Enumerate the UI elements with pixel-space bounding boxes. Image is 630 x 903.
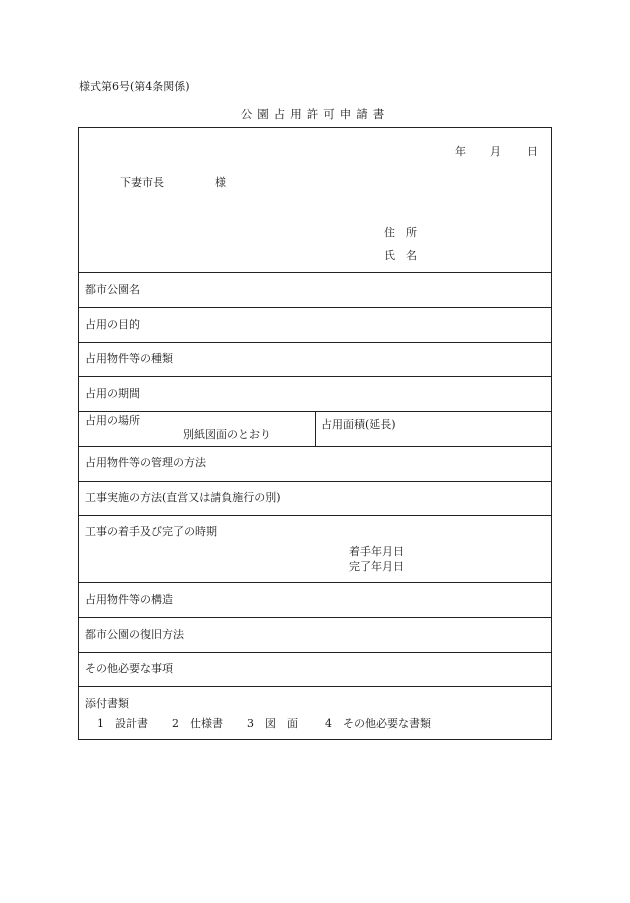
date-day-label: 日 <box>527 145 538 158</box>
structure-label: 占用物件等の構造 <box>85 593 173 606</box>
attachment-item: 4 その他必要な書類 <box>325 717 431 730</box>
location-note: 別紙図面のとおり <box>183 428 271 441</box>
form-number: 様式第6号(第4条関係) <box>79 80 190 93</box>
start-date-label: 着手年月日 <box>349 545 404 558</box>
page-title: 公園占用許可申請書 <box>240 107 390 121</box>
addressee: 下妻市長 <box>120 176 164 189</box>
restoration-label: 都市公園の復旧方法 <box>85 628 184 641</box>
end-date-label: 完了年月日 <box>349 560 404 573</box>
schedule-label: 工事の着手及び完了の時期 <box>85 525 217 538</box>
park-name-label: 都市公園名 <box>85 283 140 296</box>
attachment-item: 3 図 面 <box>247 717 298 730</box>
location-label: 占用の場所 <box>85 414 140 427</box>
area-label: 占用面積(延長) <box>321 418 396 431</box>
period-label: 占用の期間 <box>85 387 140 400</box>
object-type-label: 占用物件等の種類 <box>85 352 173 365</box>
date-year-label: 年 <box>455 145 466 158</box>
name-label: 氏 名 <box>384 249 417 262</box>
purpose-label: 占用の目的 <box>85 318 140 331</box>
management-label: 占用物件等の管理の方法 <box>85 456 206 469</box>
other-matters-label: その他必要な事項 <box>85 662 173 675</box>
attachment-item: 2 仕様書 <box>172 717 223 730</box>
address-label: 住 所 <box>384 226 417 239</box>
application-form-table <box>78 127 552 740</box>
construction-method-label: 工事実施の方法(直営又は請負施行の別) <box>85 491 281 504</box>
addressee-honorific: 様 <box>215 176 226 189</box>
attachment-item: 1 設計書 <box>97 717 148 730</box>
attachments-label: 添付書類 <box>85 697 129 710</box>
date-month-label: 月 <box>490 145 501 158</box>
